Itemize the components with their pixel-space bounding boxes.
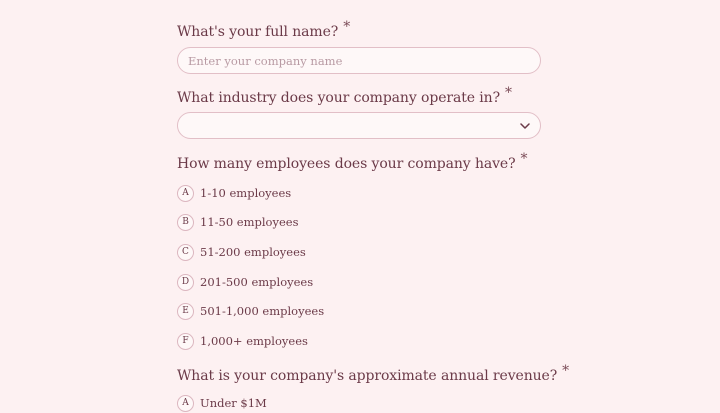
option-key: C — [177, 244, 194, 261]
employees-option-e[interactable] — [177, 301, 324, 321]
option-key: A — [177, 395, 194, 412]
option-label: Under $1M — [200, 396, 267, 410]
chevron-down-icon — [519, 120, 531, 132]
option-label: 501-1,000 employees — [200, 304, 325, 318]
option-key: A — [177, 185, 194, 202]
option-key: D — [177, 274, 194, 291]
question-label: What is your company's approximate annual revenue? — [177, 368, 558, 384]
option-key: B — [177, 214, 194, 231]
required-asterisk: * — [504, 85, 512, 101]
question-label: What's your full name? — [177, 24, 339, 40]
industry-select[interactable] — [177, 112, 541, 139]
option-label: 201-500 employees — [200, 275, 314, 289]
option-label: 1,000+ employees — [200, 334, 308, 348]
option-label: 51-200 employees — [200, 245, 306, 259]
required-asterisk: * — [520, 151, 528, 167]
option-label: 1-10 employees — [200, 186, 292, 200]
employees-option-a[interactable] — [177, 183, 291, 203]
option-key: E — [177, 303, 194, 320]
required-asterisk: * — [562, 363, 570, 379]
full-name-input[interactable] — [177, 47, 541, 74]
employees-option-f[interactable] — [177, 331, 308, 351]
revenue-option-a[interactable] — [177, 393, 267, 413]
question-label: What industry does your company operate in? — [177, 90, 500, 106]
option-key: F — [177, 333, 194, 350]
option-label: 11-50 employees — [200, 215, 299, 229]
employees-option-d[interactable] — [177, 272, 313, 292]
question-revenue — [177, 363, 570, 384]
employees-option-c[interactable] — [177, 242, 306, 262]
question-full-name — [177, 19, 351, 40]
question-employees — [177, 151, 528, 172]
question-industry — [177, 85, 512, 106]
employees-option-b[interactable] — [177, 212, 299, 232]
question-label: How many employees does your company have? — [177, 156, 516, 172]
required-asterisk: * — [343, 19, 351, 35]
